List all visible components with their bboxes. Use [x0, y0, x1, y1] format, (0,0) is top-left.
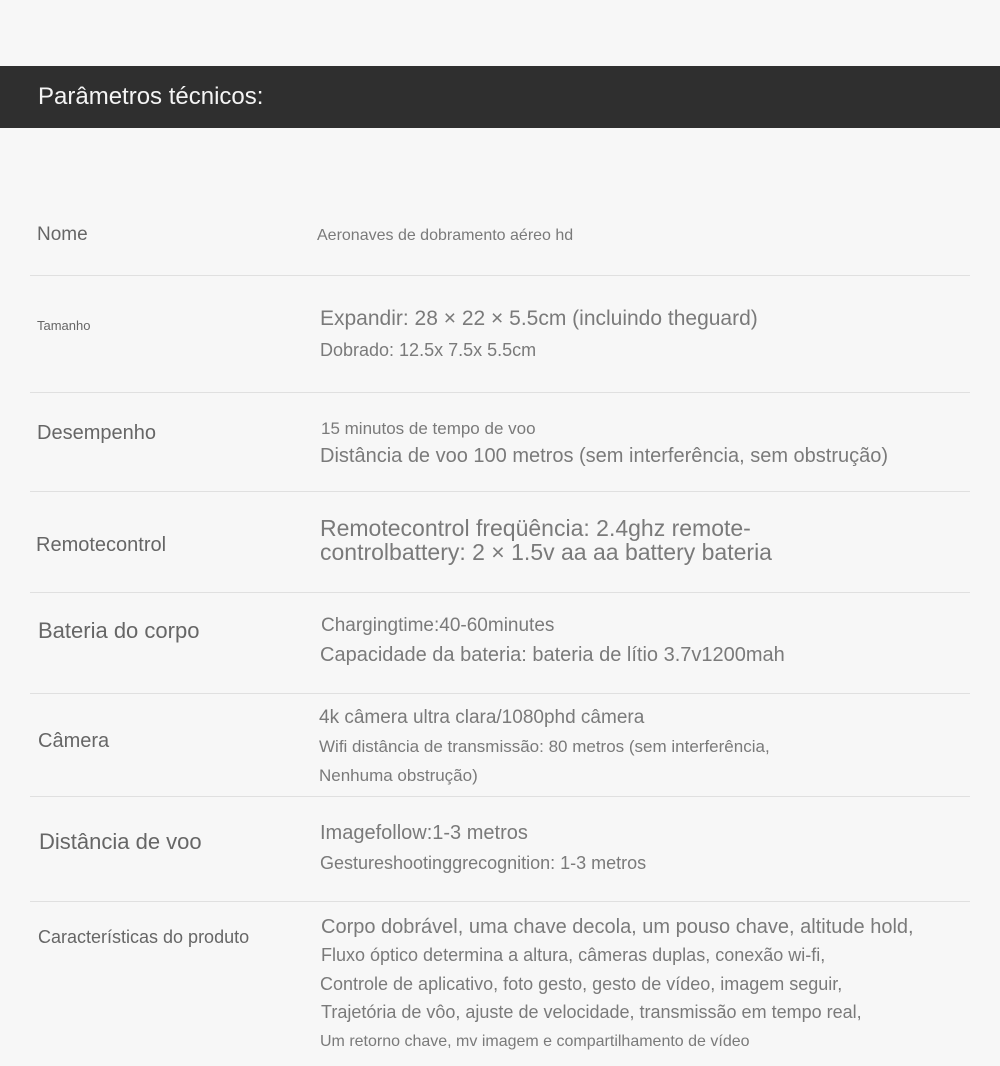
spec-label-camera: Câmera	[38, 730, 110, 752]
spec-value-caracteristica-3: Controle de aplicativo, foto gesto, gesto de vídeo, imagem seguir,	[320, 974, 843, 994]
row-divider	[30, 693, 970, 694]
spec-value-image-follow: Imagefollow:1-3 metros	[320, 822, 528, 844]
spec-label-tamanho: Tamanho	[37, 318, 91, 333]
row-divider	[30, 901, 970, 902]
spec-value-caracteristica-4: Trajetória de vôo, ajuste de velocidade, transmissão em tempo real,	[321, 1002, 862, 1022]
spec-label-bateria: Bateria do corpo	[38, 618, 200, 643]
row-divider	[30, 392, 970, 393]
row-divider	[30, 592, 970, 593]
spec-label-desempenho: Desempenho	[37, 422, 156, 444]
spec-value-tamanho-expandir: Expandir: 28 × 22 × 5.5cm (incluindo theguard)	[320, 307, 758, 330]
row-divider	[30, 796, 970, 797]
spec-label-distancia-voo: Distância de voo	[39, 829, 202, 854]
spec-value-capacidade: Capacidade da bateria: bateria de lítio 3.7v1200mah	[320, 644, 785, 666]
spec-value-charging-time: Chargingtime:40-60minutes	[321, 615, 555, 636]
spec-label-caracteristicas: Características do produto	[38, 927, 250, 947]
spec-value-remote-bateria: controlbattery: 2 × 1.5v aa aa battery bateria	[320, 539, 772, 565]
spec-value-tempo-voo: 15 minutos de tempo de voo	[321, 419, 536, 438]
spec-value-tamanho-dobrado: Dobrado: 12.5x 7.5x 5.5cm	[320, 340, 537, 360]
spec-value-caracteristica-5: Um retorno chave, mv imagem e compartilhamento de vídeo	[320, 1033, 750, 1050]
spec-label-nome: Nome	[37, 224, 88, 245]
row-divider	[30, 275, 970, 276]
spec-value-wifi-distancia: Wifi distância de transmissão: 80 metros (sem interferência,	[319, 737, 770, 756]
page-title: Parâmetros técnicos:	[38, 83, 264, 110]
spec-value-wifi-obstrucao: Nenhuma obstrução)	[319, 766, 478, 785]
spec-value-remote-frequencia: Remotecontrol freqüência: 2.4ghz remote-	[320, 515, 751, 541]
spec-value-caracteristica-1: Corpo dobrável, uma chave decola, um pouso chave, altitude hold,	[321, 916, 914, 938]
spec-value-distancia-voo: Distância de voo 100 metros (sem interferência, sem obstrução)	[320, 445, 889, 467]
spec-label-remotecontrol: Remotecontrol	[36, 534, 167, 556]
spec-value-camera-resolucao: 4k câmera ultra clara/1080phd câmera	[319, 707, 645, 728]
spec-value-gesture: Gestureshootinggrecognition: 1-3 metros	[320, 853, 647, 873]
spec-value-nome: Aeronaves de dobramento aéreo hd	[317, 227, 574, 244]
row-divider	[30, 491, 970, 492]
spec-value-caracteristica-2: Fluxo óptico determina a altura, câmeras duplas, conexão wi-fi,	[321, 945, 826, 965]
